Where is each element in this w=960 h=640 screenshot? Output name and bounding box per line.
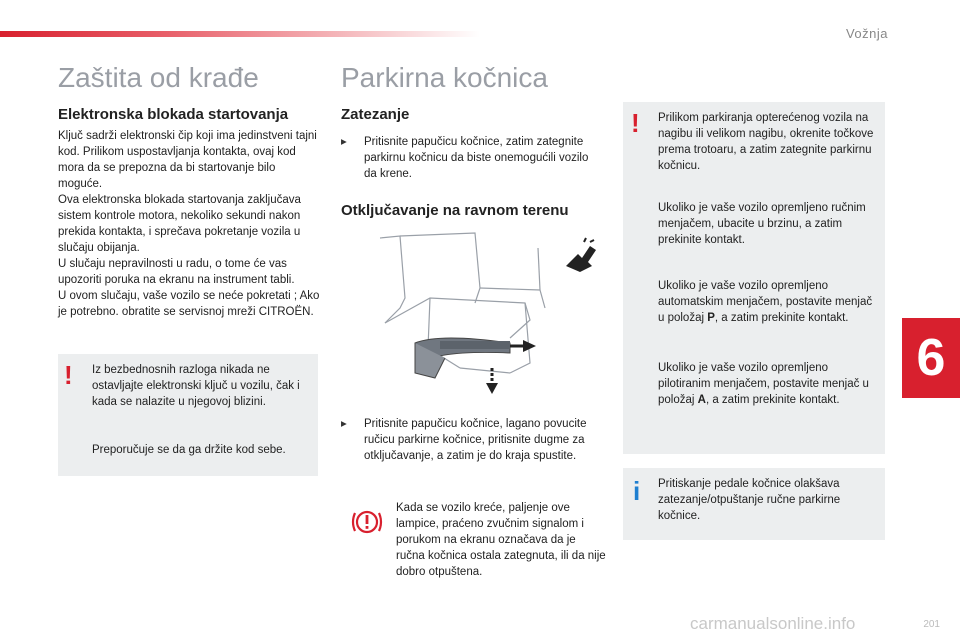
alert-text: Kada se vozilo kreće, paljenje ove lampice, praćeno zvučnim signalom i porukom na ekranu označava da je ručna kočnica ostala zategnuta, ili da nije dobro otpuštena. (396, 502, 606, 578)
section-label: Vožnja (845, 26, 888, 41)
middle-sub1: Zatezanje (341, 106, 410, 123)
right-warning-p2: Ukoliko je vaše vozilo opremljeno ručnim menjačem, ubacite u brzinu, a zatim prekinite kontakt. (658, 202, 866, 246)
page-number: 201 (923, 619, 940, 630)
top-accent-bar (0, 31, 480, 37)
watermark: carmanualsonline.info (690, 614, 856, 633)
left-warning-text2: Preporučuje se da ga držite kod sebe. (92, 444, 286, 456)
left-paragraph: U slučaju nepravilnosti u radu, o tome će vas upozoriti poruka na ekranu na instrument tabli. (58, 258, 295, 286)
middle-sub2: Otključavanje na ravnom terenu (341, 202, 569, 219)
left-title: Zaštita od krađe (58, 62, 259, 93)
right-warning-p4: Ukoliko je vaše vozilo opremljeno pilotiranim menjačem, postavite menjač u položaj A, a zatim prekinite kontakt. (658, 362, 869, 406)
left-body (58, 128, 320, 320)
info-icon: i (633, 476, 641, 506)
hand-press-icon (560, 236, 600, 276)
warning-icon: ! (64, 360, 73, 390)
left-paragraph: U ovom slučaju, vaše vozilo se neće pokretati ; Ako je potrebno. obratite se servisnoj mreži CITROËN. (58, 290, 320, 318)
right-warning-p3: Ukoliko je vaše vozilo opremljeno automatskim menjačem, postavite menjač u položaj P, a zatim prekinite kontakt. (658, 280, 873, 324)
left-subtitle: Elektronska blokada startovanja (58, 106, 289, 123)
bullet-arrow-icon: ▸ (341, 418, 347, 430)
chapter-tab: 6 (902, 318, 960, 398)
warning-icon: ! (631, 108, 640, 138)
bullet-arrow-icon: ▸ (341, 136, 347, 148)
left-paragraph: Ova elektronska blokada startovanja zaključava sistem kontrole motora, nekoliko sekundi nakon prekida kontakta, i sprečava pokretanje vozila u slučaju obijanja. (58, 194, 301, 254)
brake-warning-lamp-icon (350, 505, 384, 539)
bullet1-text: Pritisnite papučicu kočnice, zatim zategnite parkirnu kočnicu da biste onemogućili vozilo da krene. (364, 136, 589, 180)
bullet2-text: Pritisnite papučicu kočnice, lagano povucite ručicu parkirne kočnice, pritisnite dugme za otključavanje, a zatim je do kraja spustite. (364, 418, 587, 462)
left-paragraph: Ključ sadrži elektronski čip koji ima jedinstveni tajni kod. Prilikom uspostavljanja kontakta, ovaj kod mora da se prepozna da bi startovanje bilo moguće. (58, 130, 317, 190)
left-warning-text: Iz bezbednosnih razloga nikada ne ostavljajte elektronski ključ u vozilu, čak i kada se nalazite u njegovoj blizini. (92, 364, 300, 408)
right-warning-p1: Prilikom parkiranja opterećenog vozila na nagibu ili velikom nagibu, okrenite točkove prema trotoaru, a zatim zategnite parkirnu kočnicu. (658, 112, 874, 172)
right-info-text: Pritiskanje pedale kočnice olakšava zatezanje/otpuštanje ručne parkirne kočnice. (658, 478, 841, 522)
middle-title: Parkirna kočnica (341, 62, 548, 93)
